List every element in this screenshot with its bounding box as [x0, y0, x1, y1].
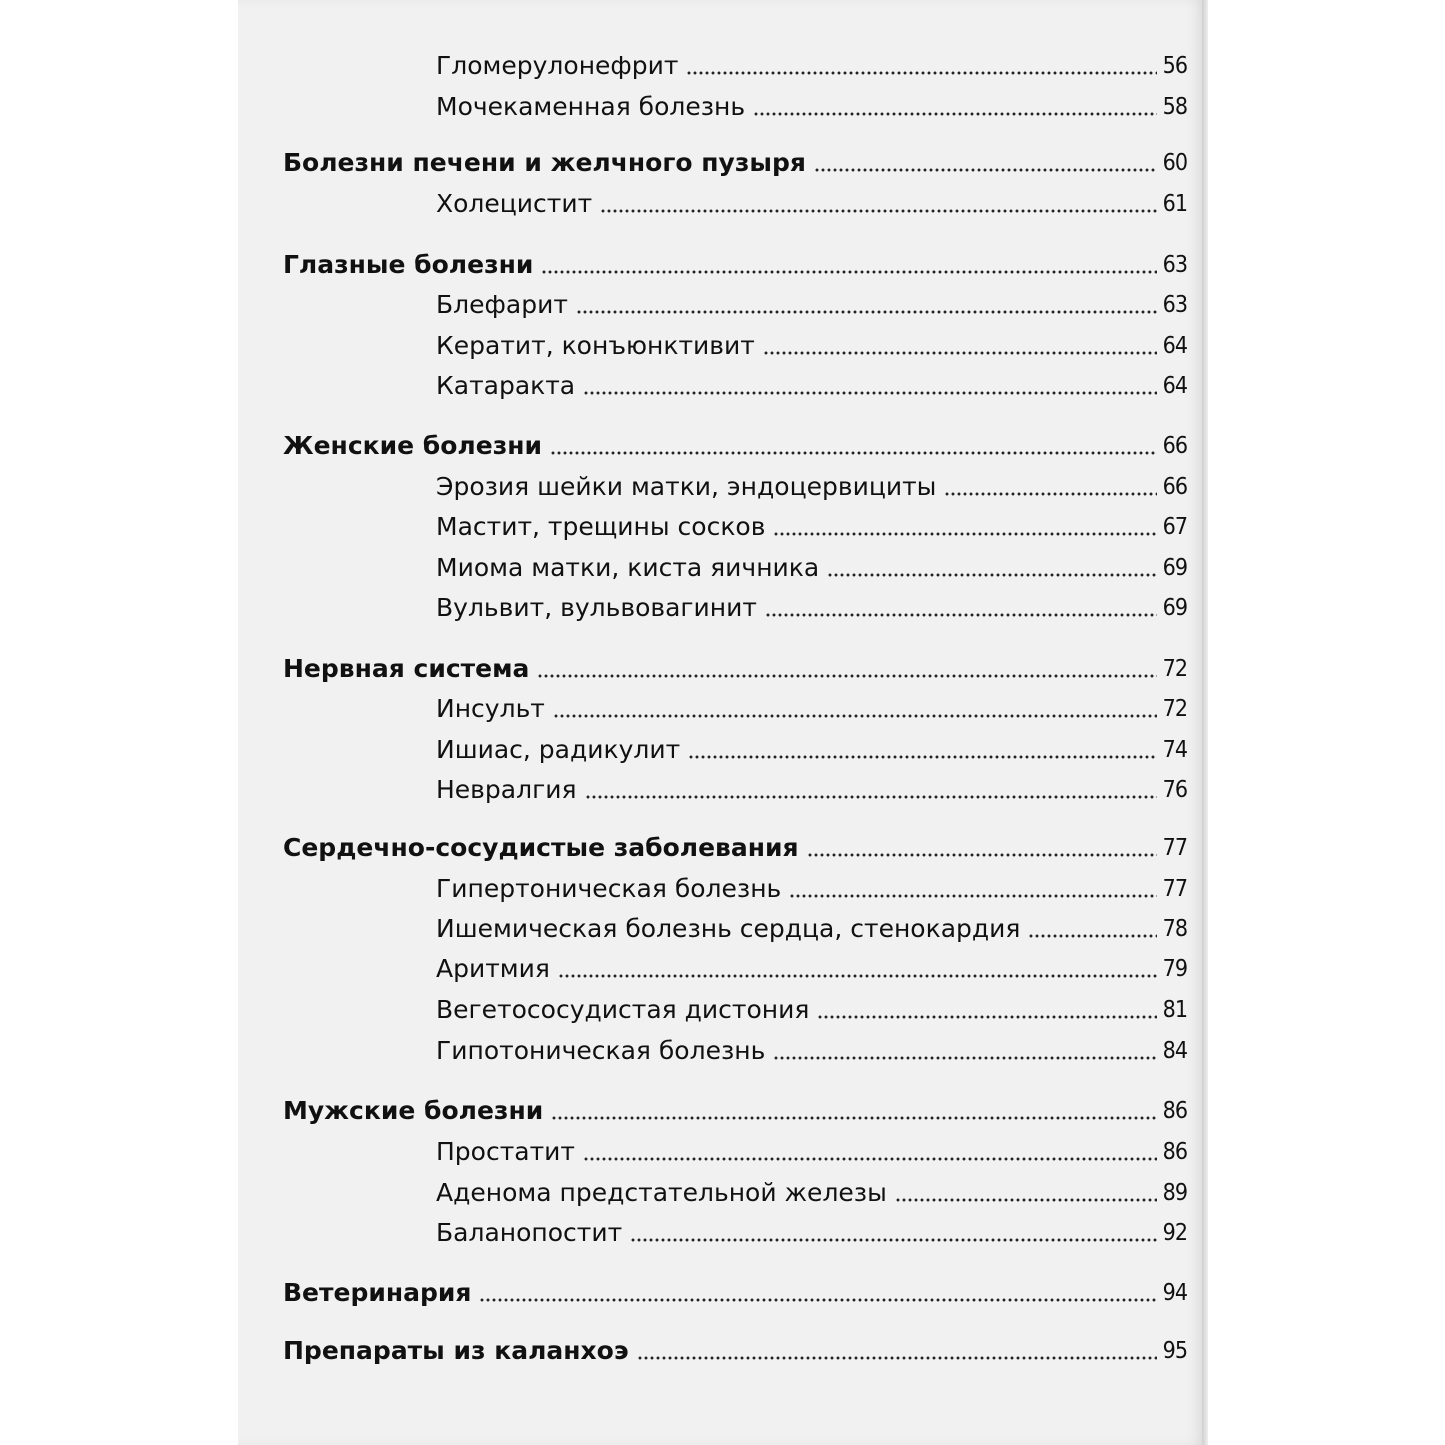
dot-leader — [686, 71, 1156, 75]
toc-entry — [436, 367, 1187, 403]
toc-entry-title: Ишиас, радикулит — [436, 735, 681, 764]
toc-section-title: Нервная система — [283, 654, 530, 683]
toc-section-title: Ветеринария — [283, 1278, 472, 1307]
toc-entry-title: Кератит, конъюнктивит — [436, 331, 755, 360]
toc-entry-page: 86 — [1162, 1139, 1187, 1165]
dot-leader — [630, 1238, 1157, 1242]
toc-entry — [436, 508, 1187, 544]
toc-entry — [436, 468, 1187, 504]
toc-entry-title: Вульвит, вульвовагинит — [436, 593, 757, 622]
toc-section-title: Женские болезни — [283, 431, 543, 460]
dot-leader — [583, 391, 1157, 395]
toc-section-page: 77 — [1162, 835, 1187, 861]
toc-entry — [436, 1174, 1187, 1210]
toc-entry-page: 56 — [1162, 53, 1187, 79]
toc-entry-title: Инсульт — [436, 694, 545, 723]
toc-section-title: Мужские болезни — [283, 1096, 544, 1125]
toc-section-page: 63 — [1162, 252, 1187, 278]
toc-entry-page: 63 — [1162, 292, 1187, 318]
dot-leader — [944, 492, 1156, 496]
toc-entry-page: 64 — [1162, 373, 1187, 399]
dot-leader — [551, 1116, 1156, 1120]
toc-entry-page: 61 — [1162, 191, 1187, 217]
toc-entry-title: Баланопостит — [436, 1218, 623, 1247]
dot-leader — [789, 894, 1156, 898]
toc-entry-page: 89 — [1162, 1180, 1187, 1206]
dot-leader — [763, 351, 1157, 355]
toc-entry-title: Мастит, трещины сосков — [436, 512, 766, 541]
dot-leader — [550, 451, 1157, 455]
dot-leader — [1028, 934, 1156, 938]
dot-leader — [765, 613, 1157, 617]
toc-entry — [436, 910, 1187, 946]
toc-section-page: 60 — [1162, 150, 1187, 176]
toc-entry-title: Гипотоническая болезнь — [436, 1036, 766, 1065]
dot-leader — [585, 795, 1157, 799]
toc-entry-title: Мочекаменная болезнь — [436, 92, 746, 121]
toc-entry — [436, 185, 1187, 221]
toc-entry — [436, 589, 1187, 625]
toc-entry-page: 69 — [1162, 595, 1187, 621]
toc-entry-title: Гломерулонефрит — [436, 51, 679, 80]
toc-entry — [436, 327, 1187, 363]
toc-entry-title: Ишемическая болезнь сердца, стенокардия — [436, 914, 1021, 943]
toc-section — [283, 650, 1187, 686]
toc-section-page: 95 — [1162, 1338, 1187, 1364]
toc-section — [283, 829, 1187, 865]
toc-entry-title: Эрозия шейки матки, эндоцервициты — [436, 472, 937, 501]
dot-leader — [773, 1056, 1156, 1060]
toc-section — [283, 144, 1187, 180]
toc-entry — [436, 950, 1187, 986]
toc-entry — [436, 1032, 1187, 1068]
toc-entry-page: 78 — [1162, 916, 1187, 942]
toc-entry-title: Миома матки, киста яичника — [436, 553, 820, 582]
toc-entry — [436, 771, 1187, 807]
toc-entry-title: Вегетососудистая дистония — [436, 995, 810, 1024]
toc-entry-page: 76 — [1162, 777, 1187, 803]
dot-leader — [600, 209, 1157, 213]
toc-entry-title: Простатит — [436, 1137, 575, 1166]
toc-section — [283, 1332, 1187, 1368]
toc-section-page: 66 — [1162, 433, 1187, 459]
dot-leader — [553, 714, 1157, 718]
toc-section — [283, 246, 1187, 282]
toc-entry-page: 79 — [1162, 956, 1187, 982]
dot-leader — [814, 168, 1157, 172]
toc-entry-page: 81 — [1162, 997, 1187, 1023]
toc-entry-title: Блефарит — [436, 290, 568, 319]
toc-entry-page: 66 — [1162, 474, 1187, 500]
toc-section-title: Болезни печени и желчного пузыря — [283, 148, 806, 177]
toc-entry-title: Аритмия — [436, 954, 550, 983]
toc-entry — [436, 991, 1187, 1027]
toc-entry — [436, 870, 1187, 906]
toc-entry-title: Аденома предстательной железы — [436, 1178, 887, 1207]
toc-entry-title: Гипертоническая болезнь — [436, 874, 782, 903]
dot-leader — [479, 1298, 1156, 1302]
dot-leader — [537, 674, 1156, 678]
toc-entry-title: Холецистит — [436, 189, 593, 218]
toc-section-title: Препараты из каланхоэ — [283, 1336, 629, 1365]
toc-entry-title: Невралгия — [436, 775, 577, 804]
dot-leader — [541, 270, 1156, 274]
toc-section — [283, 1274, 1187, 1310]
toc-section — [283, 1092, 1187, 1128]
dot-leader — [753, 112, 1157, 116]
toc-entry — [436, 88, 1187, 124]
dot-leader — [807, 853, 1157, 857]
toc-section — [283, 427, 1187, 463]
toc-entry-page: 74 — [1162, 737, 1187, 763]
toc-entry-page: 92 — [1162, 1220, 1187, 1246]
dot-leader — [827, 573, 1156, 577]
dot-leader — [895, 1198, 1157, 1202]
toc-entry-title: Катаракта — [436, 371, 576, 400]
toc-entry-page: 77 — [1162, 876, 1187, 902]
toc-entry — [436, 690, 1187, 726]
toc-entry — [436, 731, 1187, 767]
dot-leader — [583, 1157, 1157, 1161]
toc-entry-page: 67 — [1162, 514, 1187, 540]
toc-entry — [436, 549, 1187, 585]
toc-entry — [436, 1214, 1187, 1250]
toc-entry-page: 72 — [1162, 696, 1187, 722]
toc-section-page: 94 — [1162, 1280, 1187, 1306]
toc-section-title: Глазные болезни — [283, 250, 534, 279]
toc-entry-page: 64 — [1162, 333, 1187, 359]
toc-entry-page: 84 — [1162, 1038, 1187, 1064]
toc-entry-page: 69 — [1162, 555, 1187, 581]
toc-entry — [436, 47, 1187, 83]
dot-leader — [773, 532, 1156, 536]
toc-entry — [436, 286, 1187, 322]
dot-leader — [688, 755, 1156, 759]
dot-leader — [576, 310, 1157, 314]
toc-section-page: 72 — [1162, 656, 1187, 682]
toc-entry-page: 58 — [1162, 94, 1187, 120]
dot-leader — [637, 1356, 1157, 1360]
dot-leader — [558, 974, 1157, 978]
dot-leader — [817, 1015, 1156, 1019]
toc-section-page: 86 — [1162, 1098, 1187, 1124]
toc-section-title: Сердечно-сосудистые заболевания — [283, 833, 799, 862]
toc-entry — [436, 1133, 1187, 1169]
